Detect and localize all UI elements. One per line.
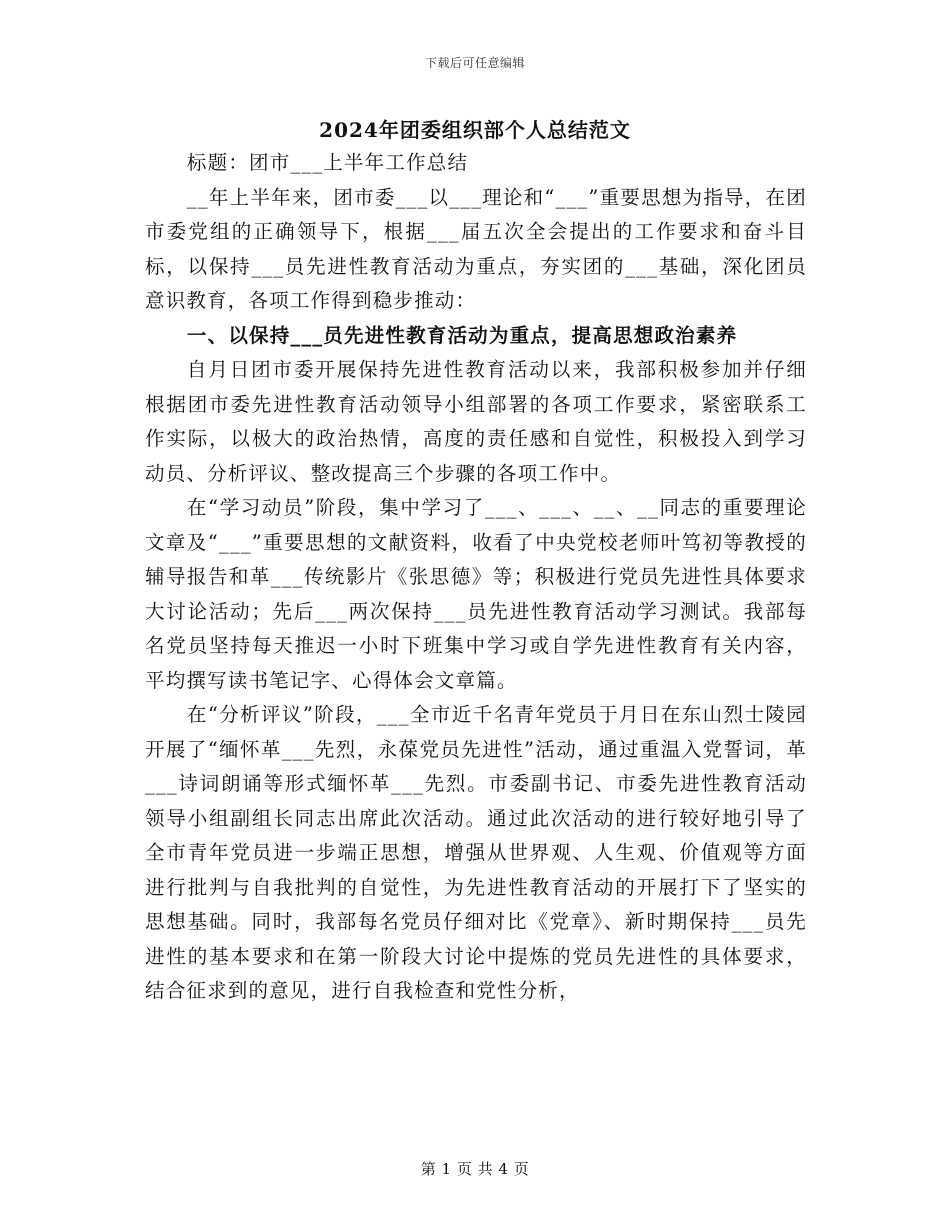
subtitle-paragraph: 标题：团市___上半年工作总结 — [186, 151, 469, 174]
document-title: 2024年团委组织部个人总结范文 — [319, 118, 631, 142]
intro-paragraph: __年上半年来，团市委___以___理论和“___”重要思想为指导，在团市委党组的正确领导下，根据___届五次全会提出的工作要求和奋斗目标，以保持___员先进性教育活动为重点，夯实团的___基础，深化团员意识教育，各项工作得到稳步推动： — [145, 185, 807, 312]
document-body — [145, 146, 807, 1009]
header-note: 下载后可任意编辑 — [424, 56, 525, 70]
body-paragraph: 在“学习动员”阶段，集中学习了___、___、__、__同志的重要理论文章及“___”重要思想的文献资料，收看了中央党校老师叶笃初等教授的辅导报告和革___传统影片《张思德》等；积极进行党员先进性具体要求大讨论活动；先后___两次保持___员先进性教育活动学习测试。我部每名党员坚持每天推迟一小时下班集中学习或自学先进性教育有关内容，平均撰写读书笔记字、心得体会文章篇。 — [145, 496, 807, 692]
page-number: 第 1 页 共 4 页 — [420, 1160, 530, 1178]
body-paragraph: 在“分析评议”阶段，___全市近千名青年党员于月日在东山烈士陵园开展了“缅怀革___先烈，永葆党员先进性”活动，通过重温入党誓词，革___诗词朗诵等形式缅怀革___先烈。市委副书记、市委先进性教育活动领导小组副组长同志出席此次活动。通过此次活动的进行较好地引导了全市青年党员进一步端正思想，增强从世界观、人生观、价值观等方面进行批判与自我批判的自觉性，为先进性教育活动的开展打下了坚实的思想基础。同时，我部每名党员仔细对比《党章》、新时期保持___员先进性的基本要求和在第一阶段大讨论中提炼的党员先进性的具体要求，结合征求到的意见，进行自我检查和党性分析， — [145, 703, 807, 1002]
section-heading: 一、以保持___员先进性教育活动为重点，提高思想政治素养 — [186, 323, 738, 347]
body-paragraph: 自月日团市委开展保持先进性教育活动以来，我部积极参加并仔细根据团市委先进性教育活动领导小组部署的各项工作要求，紧密联系工作实际，以极大的政治热情，高度的责任感和自觉性，积极投入到学习动员、分析评议、整改提高三个步骤的各项工作中。 — [145, 358, 807, 485]
